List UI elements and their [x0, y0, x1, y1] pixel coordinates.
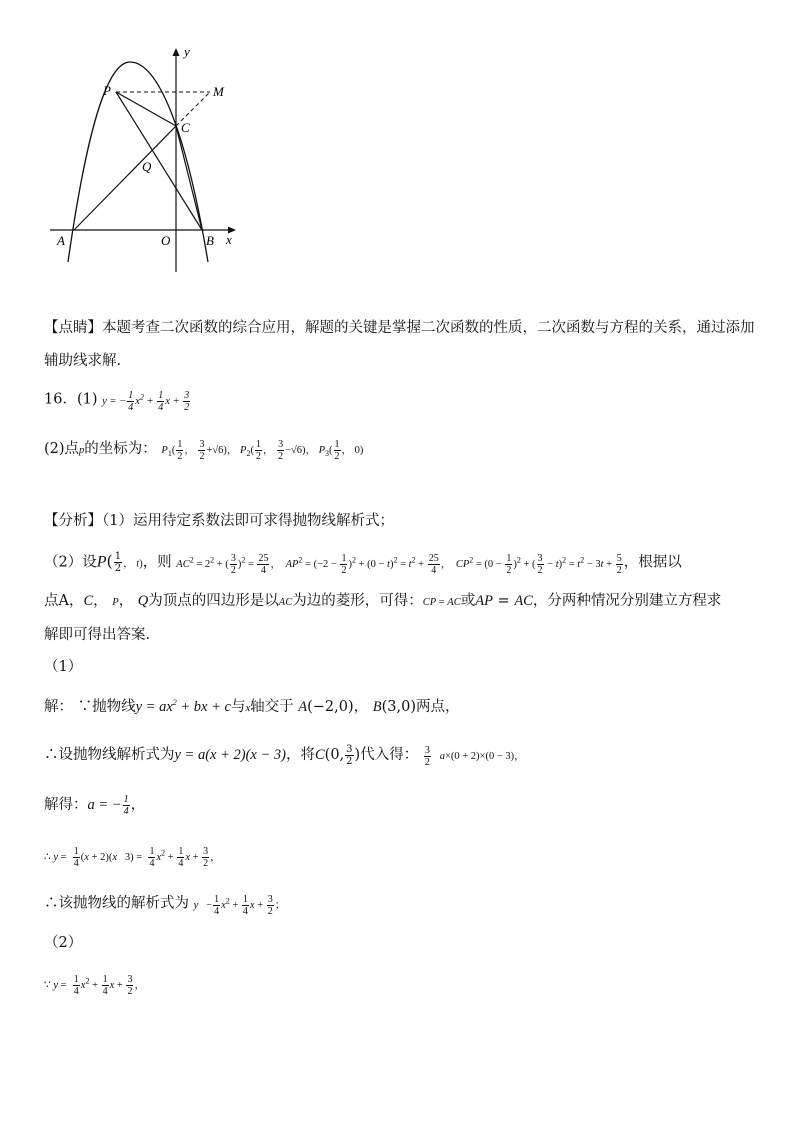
analysis-formula-cp: $CP^2 = (0$ − $\frac{1}{2}$ )$^2$ + ( $\frac{3}{2}$ − $t)^2 = t^2 - 3t$ + $\frac{5}{2}$ — [455, 552, 622, 576]
part1-label: （1） — [44, 659, 83, 675]
label-m: M — [213, 84, 224, 99]
solution-line-4 — [44, 840, 221, 871]
analysis-body-1: （1）运用待定系数法即可求得抛物线解析式； — [102, 513, 394, 529]
point-p-symbol: p — [79, 445, 85, 456]
the-parabola-text: 该抛物线的解析式为 — [58, 895, 189, 912]
point-a: A(−2,0) — [298, 698, 354, 715]
review-line-2 — [44, 348, 121, 374]
label-c: C — [181, 120, 190, 135]
point-b: B(3,0) — [372, 698, 416, 715]
parabola-equation: $y = ax^2$ + bx + c — [135, 698, 231, 715]
segment-pb — [116, 92, 202, 230]
part2-label: （2） — [44, 935, 83, 951]
since-symbol: ∵ — [77, 698, 93, 715]
analysis-formula-ac: $AC^2 = 2^2$ + ( $\frac{3}{2}$ )$^2$ = $\frac{25}{4}$ ， — [176, 552, 281, 576]
q16-answer-1-formula: y = − $\frac{1}{4}$ $x^2$ + $\frac{1}{4}$ x + $\frac{3}{2}$ — [102, 389, 190, 413]
analysis-formula-ap: $AP^2 = (-2$ − $\frac{1}{2}$ )$^2 + (0 - t)^2 = t^2$ + $\frac{25}{4}$ ， — [285, 552, 452, 576]
parabola-figure — [40, 40, 260, 290]
substitute-text-2: 代入得： — [360, 747, 419, 763]
expanded-formula: ∴ y = $\frac{1}{4}$ (x + 2)(x 3) = $\frac{1}{4}$ $x^2$ + $\frac{1}{4}$ x + $\frac{3}{2}$ ， — [44, 845, 221, 869]
review-head: 【点睛】 — [44, 320, 102, 336]
a-value: a = − $\frac{1}{4}$ — [87, 794, 129, 818]
label-a: A — [57, 233, 65, 248]
with-word: 与 — [230, 698, 246, 715]
analysis-set: （2）设 — [44, 554, 97, 571]
solution-line-5 — [44, 888, 285, 919]
solution-line-2: ∴设抛物线解析式为y = a(x + 2)(x − 3)，将C(0, $\frac{3}{2}$ )代入得： $\frac{3}{2}$ a×(0 + 2)×(0 − 3)， — [44, 743, 525, 769]
label-y: y — [184, 44, 190, 59]
analysis-line-3: 点A，C， P， Q为顶点的四边形是以AC为边的菱形，可得：CP = AC或AP = AC，分两种情况分别建立方程求 — [44, 593, 722, 609]
sol-label: 解： — [44, 698, 73, 715]
q16-part1-label: (1) — [76, 391, 98, 408]
analysis-line-2: （2）设P( $\frac{1}{2}$ ， t)，则 $AC^2 = 2^2$ + ( $\frac{3}{2}$ )$^2$ = $\frac{25}{4}$ ， $AP^2 = (-2$ − $\frac{1}{2}$ )$^2 + (0 - t)^2 = t^2$ + $\frac{25}{4}$ ， $CP^2 = (0$ − $\frac{1}{2}$ )$^2$ + ( $\frac{3}{2}$ − $t)^2 = t^2 - 3t$ + $\frac{5}{2}$ ，根据以 — [44, 551, 682, 576]
label-o: O — [161, 233, 171, 248]
segment-pc — [116, 92, 176, 126]
q16-number: 16． — [44, 391, 77, 408]
y-axis-arrow — [173, 48, 180, 56]
analysis-line-4-text: 解即可得出答案. — [44, 627, 151, 643]
label-p: P — [103, 83, 111, 98]
analysis-line3-c: 为边的菱形，可得： — [292, 593, 423, 609]
therefore-symbol-2: ∴ — [44, 895, 59, 912]
axis-meet: 轴交于 — [250, 698, 294, 715]
review-line-1 — [44, 315, 755, 341]
q16-part2-label: (2)点 — [44, 441, 80, 457]
analysis-line-1 — [44, 508, 394, 534]
substitute-formula: $\frac{3}{2}$ a×(0 + 2)×(0 − 3)， — [424, 745, 525, 769]
analysis-line3-a: 点A， — [44, 593, 84, 609]
analysis-accord: ，根据以 — [623, 554, 682, 571]
label-x: x — [226, 232, 232, 247]
solution-line-1: 解： ∵抛物线$y = ax^2$ + bx + c与x轴交于 A(−2,0)， B(3,0)两点， — [44, 698, 460, 715]
part1-label-line — [44, 654, 82, 680]
analysis-line-4 — [44, 622, 150, 648]
q16-answer-2 — [44, 436, 363, 467]
label-b: B — [206, 233, 214, 248]
review-body-2: 辅助线求解. — [44, 353, 122, 369]
analysis-head: 【分析】 — [44, 513, 102, 529]
substitute-text: ，将 — [285, 747, 315, 763]
analysis-line3-b: 为顶点的四边形是以 — [148, 593, 279, 609]
label-q: Q — [142, 159, 152, 174]
solve-get: 解得： — [44, 797, 88, 813]
q16-part2-text: 的坐标为： — [84, 441, 157, 457]
therefore-symbol-1: ∴ — [44, 747, 59, 763]
final-formula: y − $\frac{1}{4}$ $x^2$ + $\frac{1}{4}$ x + $\frac{3}{2}$ ； — [193, 893, 286, 917]
q16-answer-1 — [44, 384, 191, 415]
solution-line-6 — [44, 968, 145, 999]
analysis-line3-d: ，分两种情况分别建立方程求 — [532, 593, 722, 609]
analysis-p-point: P — [96, 553, 107, 571]
set-expr-text: 设抛物线解析式为 — [58, 747, 175, 763]
q16-answer-2-points: $P_1$( $\frac{1}{2}$ ， $\frac{3}{2}$ +√6)， $P_2$( $\frac{1}{2}$ ， $\frac{3}{2}$ −√6)， $P_3$( $\frac{1}{2}$ ， 0) — [161, 439, 364, 463]
set-expr-formula: y = a(x + 2)(x − 3) — [174, 747, 286, 763]
two-points: 两点， — [415, 698, 460, 715]
analysis-or: 或 — [460, 593, 476, 609]
parabola-word: 抛物线 — [92, 698, 136, 715]
segment-cb — [176, 126, 202, 230]
part2-label-line — [44, 930, 82, 956]
solution-line-3: 解得：a = − $\frac{1}{4}$ ， — [44, 794, 146, 818]
analysis-then: ，则 — [142, 554, 172, 571]
part2-formula: ∵ y = $\frac{1}{4}$ $x^2$ + $\frac{1}{4}$ x + $\frac{3}{2}$ ， — [44, 973, 145, 997]
review-body-1: 本题考查二次函数的综合应用，解题的关键是掌握二次函数的性质，二次函数与方程的关系，通过添加 — [102, 320, 755, 336]
